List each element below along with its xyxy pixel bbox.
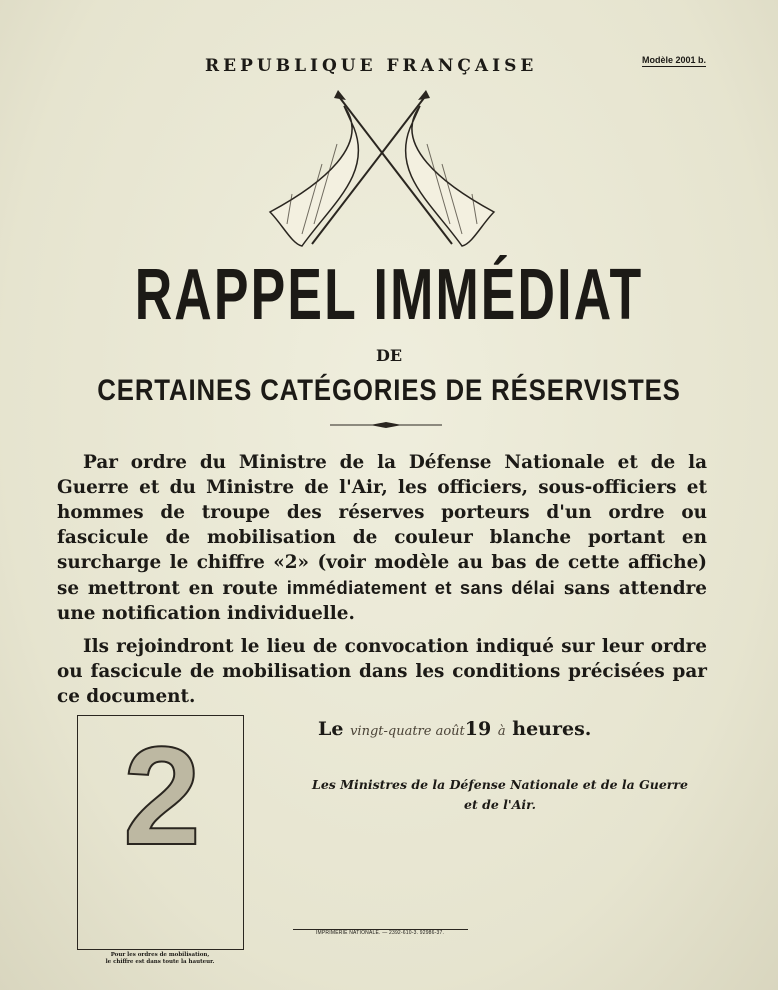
subtitle: CERTAINES CATÉGORIES DE RÉSERVISTES [97, 374, 681, 407]
specimen-caption-line-2: le chiffre est dans toute la hauteur. [105, 959, 215, 965]
numeral-two-specimen [78, 716, 243, 949]
paragraph-1-text-c: sans attendre une notification individuelle. [57, 578, 707, 624]
signature-line-2: et de l'Air. [464, 797, 536, 812]
specimen-box [77, 715, 244, 950]
specimen-numeral: 2 [123, 717, 201, 874]
crossed-flags-icon [262, 84, 502, 254]
model-number: Modèle 2001 b. [642, 55, 707, 65]
specimen-caption-line-1: Pour les ordres de mobilisation, [110, 952, 210, 958]
ornamental-divider [330, 420, 442, 430]
main-title: RAPPEL IMMÉDIAT [134, 255, 644, 335]
date-le: Le [318, 718, 344, 740]
paragraph-2: Ils rejoindront le lieu de convocation indiqué sur leur ordre ou fascicule de mobilisation dans les conditions précisées par ce document. [57, 636, 707, 707]
handwritten-time: à [497, 724, 506, 739]
ministers-signature [290, 775, 710, 815]
paragraph-1-emphasis: immédiatement et sans délai [286, 577, 556, 598]
paragraph-1-text-a: Par ordre du Ministre de la Défense Nationale et de la Guerre et du Ministre de l'Air, les officiers, sous-officiers et hommes de troupe des réserves porteurs d'un ordre ou fascicule de mobilisation de couleur blanche portant en surcharge le chiffre «2» (voir modèle au bas de cette affiche) se mettront en route [57, 452, 707, 599]
date-heures: heures. [512, 718, 592, 740]
signature-line-1: Les Ministres de la Défense Nationale et de la Guerre [312, 777, 688, 792]
title-de: DE [375, 346, 403, 365]
printer-imprint: IMPRIMERIE NATIONALE. — 2392-610-3. 92986-37. [315, 930, 445, 936]
date-year: 19 [464, 718, 492, 740]
republique-header: REPUBLIQUE FRANÇAISE [205, 56, 538, 76]
handwritten-date: vingt-quatre août [350, 724, 465, 739]
date-line [318, 718, 698, 740]
paragraph-1 [57, 450, 707, 626]
proclamation-body [57, 450, 707, 717]
specimen-caption [70, 952, 250, 966]
